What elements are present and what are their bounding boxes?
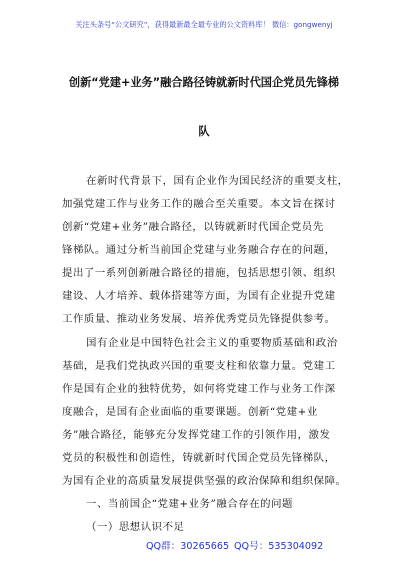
body-line: 提出了一系列创新融合路径的措施，包括思想引领、组织: [62, 267, 336, 279]
footer-qq-number: QQ号：535304092: [234, 541, 324, 552]
body-line: 基础，是我们党执政兴国的重要支柱和依靠力量。党建工: [62, 360, 336, 372]
body-line: 工作质量、推动业务发展、培养优秀党员先锋提供参考。: [62, 313, 336, 325]
subsection-heading: （一）思想认识不足: [86, 521, 185, 533]
body-line: 国有企业是中国特色社会主义的重要物质基础和政治: [86, 337, 338, 349]
body-line: 党员的积极性和创造性，铸就新时代国企党员先锋梯队，: [62, 452, 336, 464]
top-banner: 关注头条号“公文研究”，获得最新最全最专业的公文资料库！ 微信：gongwenyj: [75, 20, 333, 29]
body-line: 为国有企业的高质量发展提供坚强的政治保障和组织保障。: [62, 475, 347, 487]
document-title-line-1: 创新“党建+业务”融合路径铸就新时代国企党员先锋梯: [68, 76, 340, 89]
body-line: 建设、人才培养、载体搭建等方面，为国有企业提升党建: [62, 290, 336, 302]
footer-qq-group: QQ群：30265665: [146, 541, 230, 552]
body-line: 度融合，是国有企业面临的重要课题。创新“党建+业: [62, 406, 318, 418]
body-line: 在新时代背景下，国有企业作为国民经济的重要支柱，: [86, 175, 349, 187]
body-line: 作是国有企业的独特优势，如何将党建工作与业务工作深: [62, 383, 336, 395]
body-line: 务”融合路径，能够充分发挥党建工作的引领作用，激发: [62, 429, 331, 441]
body-line: 加强党建工作与业务工作的融合至关重要。本文旨在探讨: [62, 198, 336, 210]
document-title-line-2: 队: [198, 125, 210, 138]
body-line: 锋梯队。通过分析当前国企党建与业务融合存在的问题，: [62, 244, 336, 256]
body-line: 创新“党建+业务”融合路径，以铸就新时代国企党员先: [62, 221, 324, 233]
section-heading: 一、当前国企“党建+业务”融合存在的问题: [86, 498, 293, 510]
